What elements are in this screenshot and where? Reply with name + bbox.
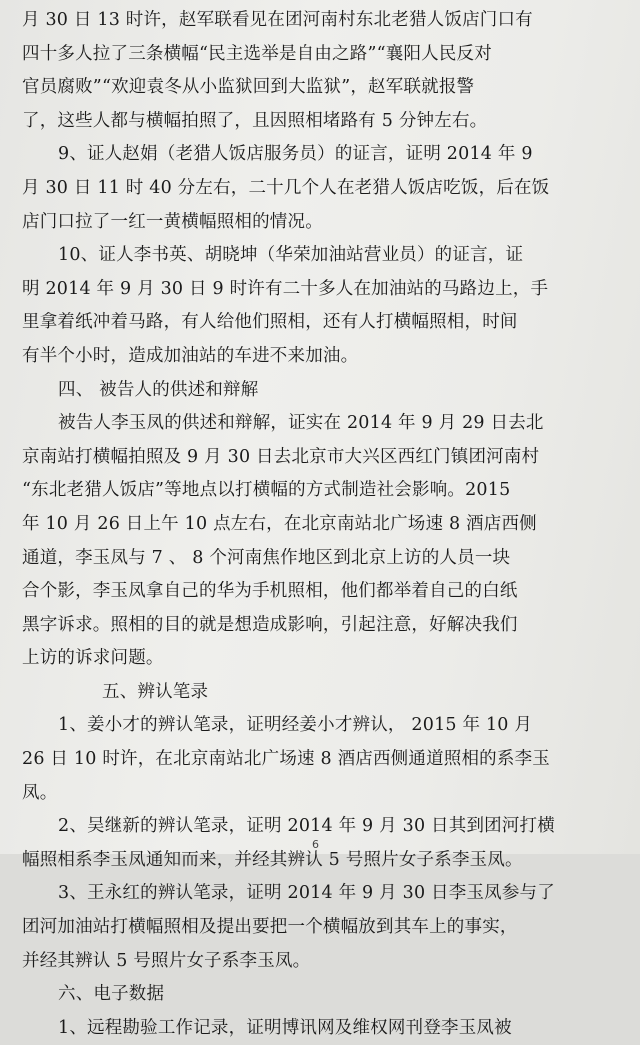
text-line: 26 日 10 时许，在北京南站北广场速 8 酒店西侧通道照相的系李玉 [22,749,550,770]
text-line: 店门口拉了一红一黄横幅照相的情况。 [22,211,323,232]
text-line: 10、证人李书英、胡晓坤（华荣加油站营业员）的证言，证 [58,245,524,266]
text-line: 1、远程勘验工作记录，证明博讯网及维权网刊登李玉凤被 [58,1017,512,1038]
text-line: 团河加油站打横幅照相及提出要把一个横幅放到其车上的事实， [22,917,518,938]
text-line: 上访的诉求问题。 [22,648,164,669]
text-line: 四十多人拉了三条横幅“民主选举是自由之路”“襄阳人民反对 [22,43,492,64]
text-line: 明 2014 年 9 月 30 日 9 时许有二十多人在加油站的马路边上，手 [22,278,549,299]
text-line: 月 30 日 11 时 40 分左右，二十几个人在老猎人饭店吃饭，后在饭 [22,177,550,198]
text-line: 京南站打横幅拍照及 9 月 30 日去北京市大兴区西红门镇团河南村 [22,446,540,467]
text-line: 被告人李玉凤的供述和辩解，证实在 2014 年 9 月 29 日去北 [58,413,544,434]
text-line: “东北老猎人饭店”等地点以打横幅的方式制造社会影响。2015 [22,480,511,501]
text-line: 通道，李玉凤与 7 、 8 个河南焦作地区到北京上访的人员一块 [22,547,511,568]
text-line: 幅照相系李玉凤通知而来，并经其辨认 5 号照片女子系李玉凤。 [22,849,523,870]
text-line: 1、姜小才的辨认笔录，证明经姜小才辨认， 2015 年 10 月 [58,715,533,736]
text-line: 官员腐败”“欢迎袁冬从小监狱回到大监狱”，赵军联就报警 [22,77,475,98]
section-heading: 五、辨认笔录 [102,681,209,702]
text-line: 2、吴继新的辨认笔录，证明 2014 年 9 月 30 日其到团河打横 [58,816,555,837]
text-line: 凤。 [22,782,58,803]
text-line: 并经其辨认 5 号照片女子系李玉凤。 [22,950,311,971]
text-line: 了，这些人都与横幅拍照了，且因照相堵路有 5 分钟左右。 [22,110,488,131]
text-line: 月 30 日 13 时许，赵军联看见在团河南村东北老猎人饭店门口有 [22,10,533,30]
text-line: 合个影，李玉凤拿自己的华为手机照相，他们都举着自己的白纸 [22,581,518,602]
section-heading: 四、 被告人的供述和辩解 [58,379,259,400]
section-heading: 六、电子数据 [58,984,165,1005]
document-body [22,4,622,1045]
text-line: 里拿着纸冲着马路，有人给他们照相，还有人打横幅照相，时间 [22,312,518,333]
text-line: 黑字诉求。照相的目的就是想造成影响，引起注意，好解决我们 [22,614,518,635]
text-line: 3、王永红的辨认笔录，证明 2014 年 9 月 30 日李玉凤参与了 [58,883,555,904]
text-line: 9、证人赵娟（老猎人饭店服务员）的证言，证明 2014 年 9 [58,144,533,165]
text-line: 有半个小时，造成加油站的车进不来加油。 [22,345,359,366]
text-line: 年 10 月 26 日上午 10 点左右，在北京南站北广场速 8 酒店西侧 [22,513,537,534]
page-number: 6 [312,838,319,851]
